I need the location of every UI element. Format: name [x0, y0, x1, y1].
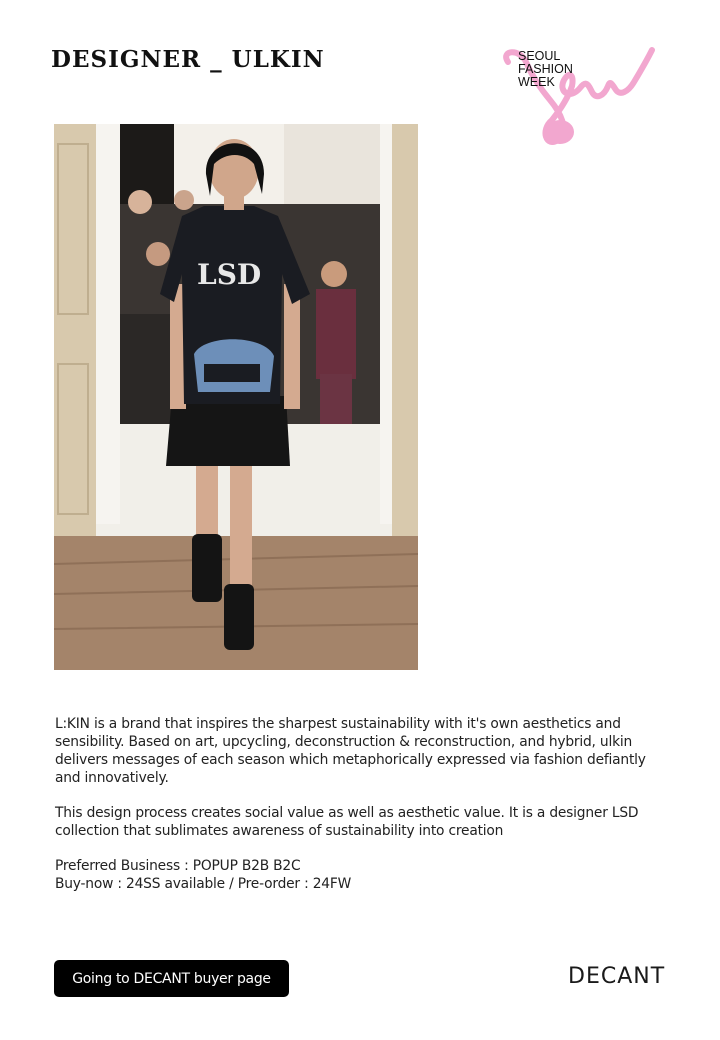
page-title: DESIGNER _ ULKIN	[51, 46, 325, 73]
runway-photo	[54, 124, 418, 670]
description-paragraph-1: L:KIN is a brand that inspires the sharpest sustainability with it's own aesthetics and sensibility. Based on art, upcycling, deconstruction & reconstruction, and hybrid, ulkin delivers messages of each season which metaphorically expressed via fashion defiantly and innovatively.	[55, 716, 646, 786]
logo-line-seoul: SEOUL	[518, 49, 561, 63]
description	[55, 715, 655, 893]
buy-now-info: Buy-now : 24SS available / Pre-order : 24FW	[55, 876, 352, 892]
decant-buyer-page-button[interactable]: Going to DECANT buyer page	[54, 960, 289, 997]
seoul-fashion-week-logo	[500, 40, 660, 150]
logo-line-week: WEEK	[518, 75, 555, 89]
decant-brand-logo: DECANT	[568, 964, 666, 989]
logo-line-fashion: FASHION	[518, 62, 573, 76]
preferred-business: Preferred Business : POPUP B2B B2C	[55, 858, 301, 874]
description-paragraph-2: This design process creates social value as well as aesthetic value. It is a designer LSD collection that sublimates awareness of sustainability into creation	[55, 805, 639, 839]
logo-text	[518, 50, 573, 89]
shirt-print-text: LSD	[197, 258, 262, 291]
